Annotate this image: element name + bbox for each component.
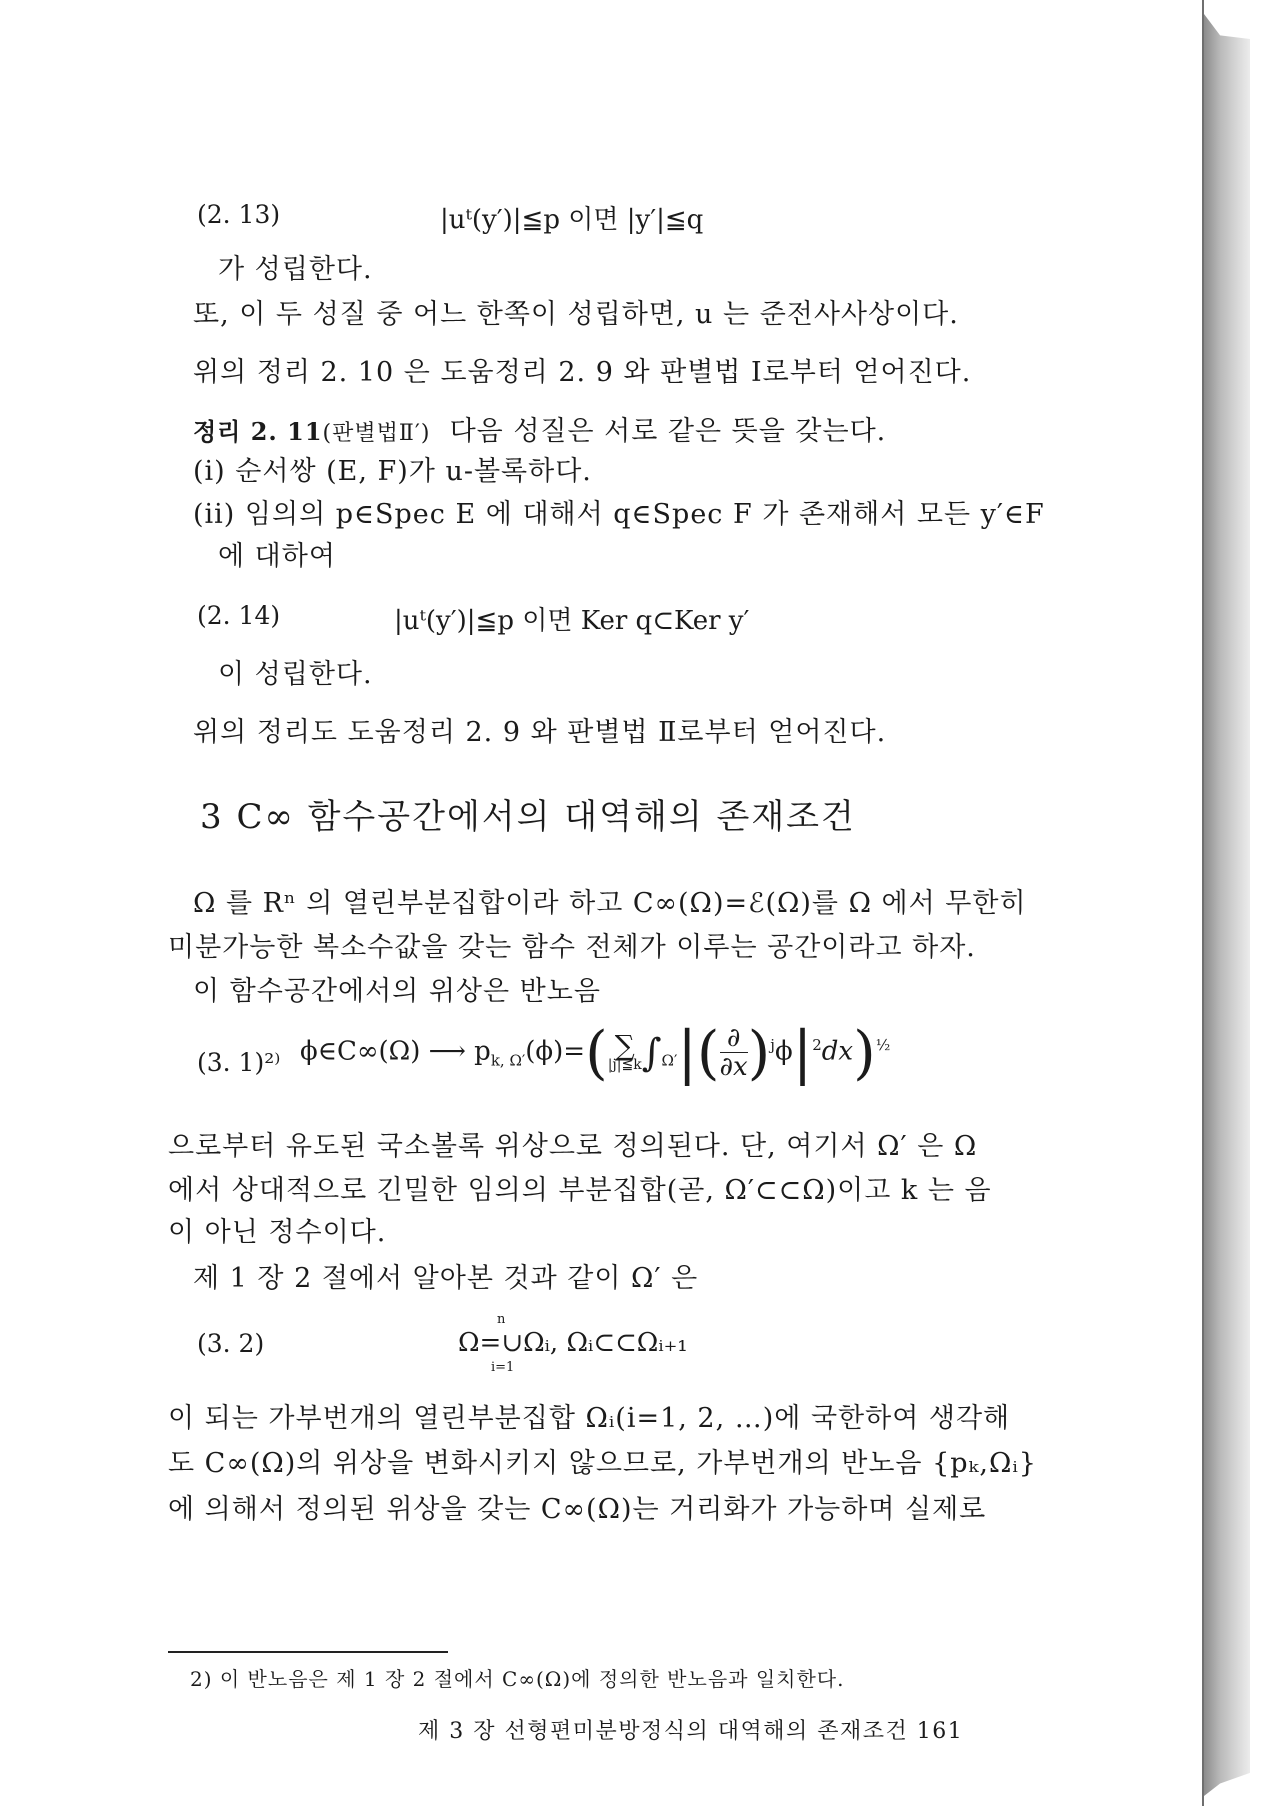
text-line: 미분가능한 복소수값을 갖는 함수 전체가 이루는 공간이라고 하자. (168, 932, 976, 963)
text-line: 가 성립한다. (218, 254, 373, 285)
text-line: 이 아닌 정수이다. (168, 1217, 387, 1248)
text-line: 으로부터 유도된 국소볼록 위상으로 정의된다. 단, 여기서 Ω′ 은 Ω (168, 1131, 978, 1162)
equation-3-1-lhs: ϕ∈C∞(Ω) ⟶ p (300, 1036, 491, 1067)
text-line: 이 성립한다. (218, 659, 373, 690)
theorem-label: 정리 2. 11 (193, 417, 323, 446)
text-line: 도 C∞(Ω)의 위상을 변화시키지 않으므로, 가부번개의 반노음 {pₖ,Ωᵢ} (168, 1448, 1037, 1479)
exponent-2: 2 (812, 1035, 822, 1054)
section-heading: 3 C∞ 함수공간에서의 대역해의 존재조건 (200, 797, 856, 837)
theorem-2-11 (193, 416, 886, 450)
theorem-statement: 다음 성질은 서로 같은 뜻을 갖는다. (449, 416, 887, 447)
text-line: Ω 를 Rⁿ 의 열린부분집합이라 하고 C∞(Ω)=ℰ(Ω)를 Ω 에서 무한히 (193, 888, 1027, 919)
text-line: 이 되는 가부번개의 열린부분집합 Ωᵢ(i=1, 2, …)에 국한하여 생각해 (168, 1403, 1011, 1434)
theorem-item-i: (i) 순서쌍 (E, F)가 u-볼록하다. (193, 456, 592, 487)
equation-3-1-seminorm-subscript: k, Ω′ (490, 1051, 526, 1070)
equation-3-2-body: Ω=∪Ωᵢ, Ωᵢ⊂⊂Ωᵢ₊₁ (458, 1328, 688, 1358)
text-line: 이 함수공간에서의 위상은 반노음 (193, 976, 601, 1007)
page-stack-edge (1204, 14, 1250, 1796)
equation-3-1: ϕ∈C∞(Ω) ⟶ $p_{k, \Omega'}(\phi)=$( ∑ |j|≦k $\int_{\Omega'}|$( $\frac{\partial}{\partial x}$ )$^j\phi|^2dx)^{\frac{1}{2}}$ (300, 1018, 891, 1087)
text-line: 위의 정리도 도움정리 2. 9 와 판별법 Ⅱ로부터 얻어진다. (193, 717, 887, 748)
theorem-name: (판별법Ⅱ′) (322, 421, 431, 446)
text-line: 또, 이 두 성질 중 어느 한쪽이 성립하면, u 는 준전사사상이다. (193, 299, 959, 330)
footnote-rule (168, 1651, 448, 1653)
sum-symbol: ∑ |j|≦k (607, 1028, 642, 1073)
equation-number-2-13: (2. 13) (197, 200, 281, 229)
equation-number-2-14: (2. 14) (197, 601, 281, 630)
exponent-half: ½ (875, 1035, 891, 1054)
dx: dx (821, 1036, 854, 1067)
theorem-item-ii: (ii) 임의의 p∈Spec E 에 대해서 q∈Spec F 가 존재해서 모든 y′∈F (193, 499, 1045, 530)
text-line: 에 의해서 정의된 위상을 갖는 C∞(Ω)는 거리화가 가능하며 실제로 (168, 1494, 987, 1525)
theorem-item-ii-continued: 에 대하여 (218, 541, 336, 572)
footnote: 2) 이 반노음은 제 1 장 2 절에서 C∞(Ω)에 정의한 반노음과 일치한다. (190, 1667, 845, 1691)
equation-number-3-2: (3. 2) (197, 1329, 265, 1358)
equation-2-14: |uᵗ(y′)|≦p 이면 Ker q⊂Ker y′ (394, 606, 750, 636)
partial-fraction: $\frac{\partial}{\partial x}$ (719, 1023, 748, 1082)
equation-number-3-1: (3. 1)²⁾ (197, 1048, 281, 1077)
union-upper-limit: n (497, 1312, 506, 1327)
phi: ϕ (774, 1036, 793, 1067)
text-line: 제 1 장 2 절에서 알아본 것과 같이 Ω′ 은 (193, 1263, 699, 1294)
running-footer: 제 3 장 선형편미분방정식의 대역해의 존재조건 161 (418, 1719, 964, 1744)
equation-3-2 (458, 1312, 688, 1375)
text-line: 위의 정리 2. 10 은 도움정리 2. 9 와 판별법 Ⅰ로부터 얻어진다. (193, 357, 972, 388)
text-line: 에서 상대적으로 긴밀한 임의의 부분집합(곧, Ω′⊂⊂Ω)이고 k 는 음 (168, 1175, 992, 1206)
union-lower-limit: i=1 (491, 1360, 515, 1375)
integral-domain: Ω′ (661, 1051, 678, 1070)
equation-3-1-mid: (ϕ)= (525, 1036, 586, 1067)
equation-2-13: |uᵗ(y′)|≦p 이면 |y′|≦q (440, 205, 704, 235)
exponent-j: j (770, 1035, 775, 1054)
